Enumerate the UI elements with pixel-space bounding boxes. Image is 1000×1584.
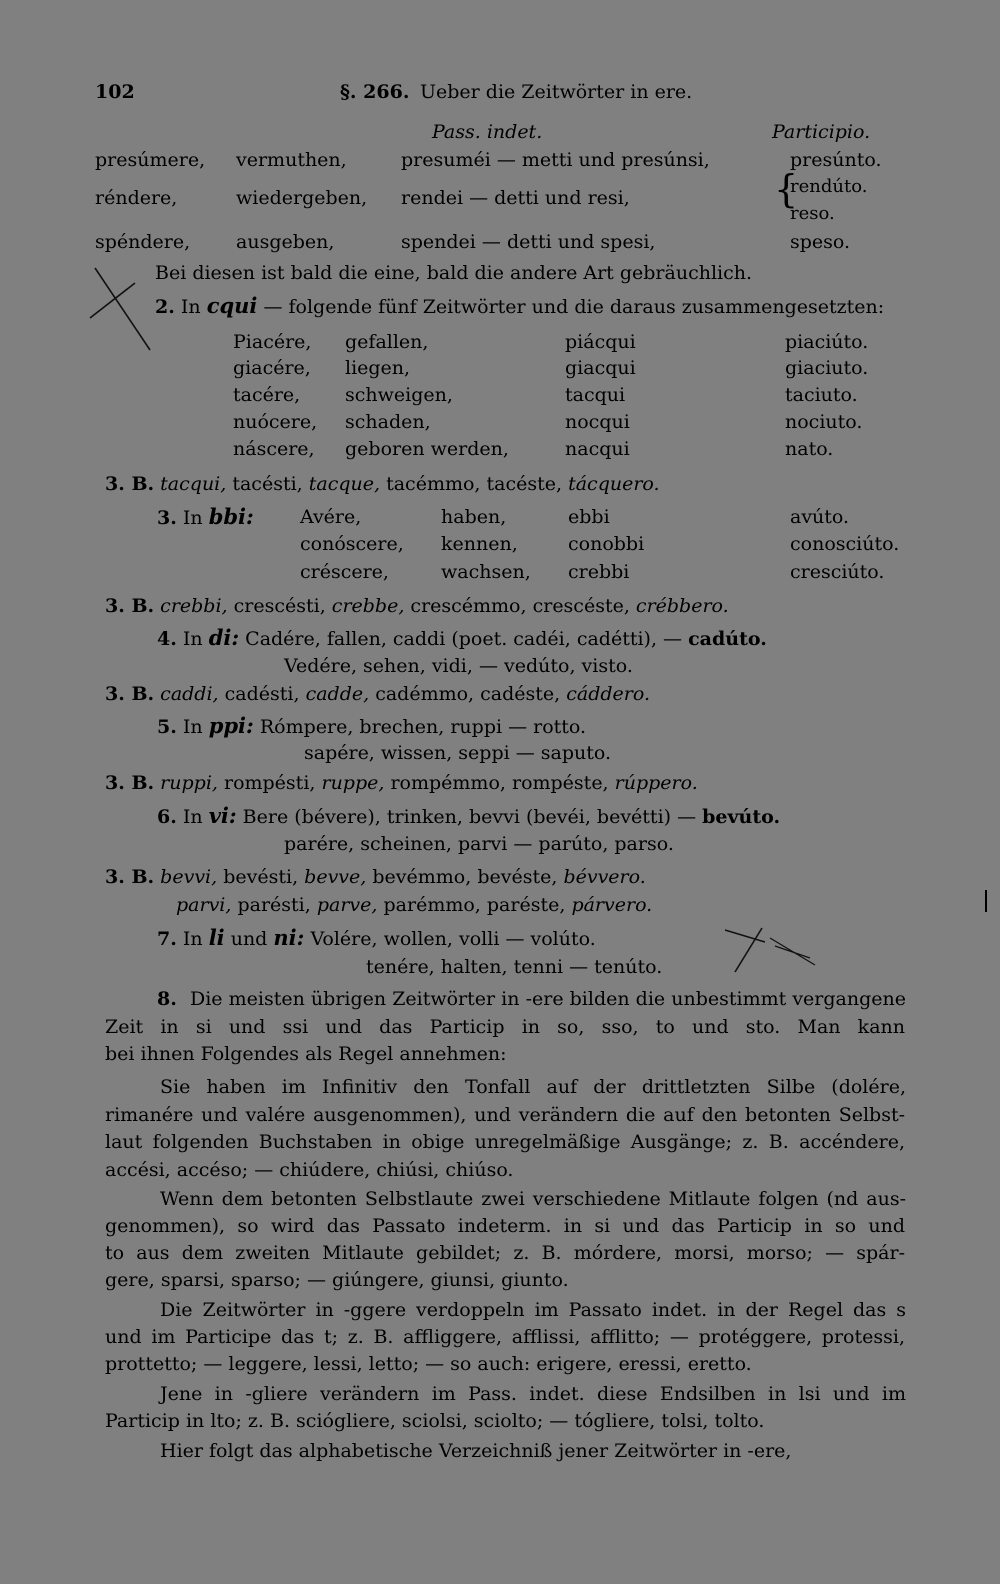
column-header-participio: Participio. (772, 121, 871, 143)
verb-german: ausgeben, (236, 231, 335, 253)
form-5: tacéste, (486, 473, 563, 495)
verb-german: vermuthen, (236, 149, 347, 171)
verb-line: Cadére, fallen, caddi (poet. cadéi, cadétti), — (245, 628, 683, 650)
conjugation-example (105, 865, 646, 889)
paragraph-line: und im Participe das t; z. B. affliggere, afflissi, afflitto; — protéggere, protessi, (105, 1326, 905, 1348)
verb-german: schaden, (345, 411, 431, 433)
verb-passato: crebbi (568, 561, 630, 583)
paragraph-line: to aus dem zweiten Mitlaute gebildet; z. B. mórdere, morsi, morso; — spár- (105, 1242, 905, 1264)
verb-infinitive: náscere, (233, 438, 315, 460)
paragraph-line: laut folgenden Buchstaben in obige unregelmäßige Ausgänge; z. B. accéndere, (105, 1131, 905, 1153)
section-number: 5. (157, 716, 177, 738)
verb-infinitive: conóscere, (300, 533, 404, 555)
verb-infinitive: réndere, (95, 187, 178, 209)
verb-infinitive: créscere, (300, 561, 389, 583)
verb-participio: cadúto. (688, 628, 767, 650)
verb-participio-alt: reso. (790, 203, 835, 224)
verb-passato: rendei — detti und resi, (401, 187, 630, 209)
verb-passato: conobbi (568, 533, 645, 555)
ending-label: cqui (206, 293, 258, 318)
section-number: 6. (157, 806, 177, 828)
paragraph-line: genommen), so wird das Passato indeterm. in si und das Particip in so und (105, 1215, 905, 1237)
form-6: cáddero. (566, 683, 650, 705)
conjugation-example (105, 682, 650, 706)
verb-passato: nacqui (565, 438, 630, 460)
paragraph-line: accési, accéso; — chiúdere, chiúsi, chiúso. (105, 1159, 514, 1181)
section-2-heading (155, 294, 884, 319)
verb-participio: presúnto. (790, 149, 882, 171)
form-3: cadde, (305, 683, 370, 705)
ending-label: ni: (273, 925, 305, 950)
verb-participio: piaciúto. (785, 331, 869, 353)
verb-infinitive: tacére, (233, 384, 301, 406)
form-2: tacésti, (232, 473, 303, 495)
section-label: §. 266. (340, 81, 410, 103)
verb-participio: rendúto. (790, 176, 868, 197)
conjugation-example-2 (176, 893, 652, 917)
scan-edge-mark (985, 890, 987, 912)
section-number: 3. (157, 507, 177, 529)
paragraph-line: Wenn dem betonten Selbstlaute zwei verschiedene Mitlaute folgen (nd aus- (160, 1188, 906, 1210)
verb-passato: presuméi — metti und presúnsi, (401, 149, 710, 171)
form-3: tacque, (308, 473, 381, 495)
example-label: 3. B. (105, 866, 155, 888)
verb-german: wachsen, (441, 561, 531, 583)
paragraph-line: Hier folgt das alphabetische Verzeichniß jener Zeitwörter in -ere, (160, 1440, 792, 1462)
form-4: crescémmo, (410, 595, 527, 617)
example-label: 3. B. (105, 595, 155, 617)
note-line: Bei diesen ist bald die eine, bald die andere Art gebräuchlich. (155, 262, 753, 284)
paragraph-line: Jene in -gliere verändern im Pass. indet. diese Endsilben in lsi und im (160, 1383, 906, 1405)
form-2: crescésti, (233, 595, 326, 617)
paragraph-line: Die meisten übrigen Zeitwörter in -ere bilden die unbestimmt vergangene (190, 988, 906, 1010)
verb-infinitive: nuócere, (233, 411, 318, 433)
conjugation-example (105, 472, 660, 496)
verb-line: sapére, wissen, seppi — saputo. (304, 742, 612, 764)
form-1: tacqui, (160, 473, 227, 495)
pencil-cross-mark (85, 258, 165, 358)
form-6: crébbero. (635, 595, 729, 617)
column-header-pass-indet: Pass. indet. (432, 121, 543, 143)
ending-label: bbi: (208, 504, 254, 529)
verb-line: tenére, halten, tenni — tenúto. (366, 956, 663, 978)
section-5-heading (157, 714, 586, 739)
section-in: In (182, 628, 203, 650)
verb-participio: conosciúto. (790, 533, 900, 555)
verb-passato: spendei — detti und spesi, (401, 231, 656, 253)
paragraph-line: prottetto; — leggere, lessi, letto; — so auch: erigere, eressi, eretto. (105, 1353, 752, 1375)
section-6-heading (157, 804, 780, 829)
verb-passato: ebbi (568, 506, 610, 528)
form-4: rompémmo, (390, 772, 506, 794)
section-in: In (182, 716, 203, 738)
form-3: parve, (316, 894, 378, 916)
page-number: 102 (95, 81, 135, 103)
verb-line: Volére, wollen, volli — volúto. (310, 928, 596, 950)
form-2: bevésti, (223, 866, 299, 888)
section-in: In (182, 507, 203, 529)
pencil-mark (720, 920, 830, 980)
form-1: parvi, (176, 894, 232, 916)
verb-participio: cresciúto. (790, 561, 885, 583)
verb-participio: nato. (785, 438, 834, 460)
form-4: tacémmo, (386, 473, 481, 495)
paragraph-line: bei ihnen Folgendes als Regel annehmen: (105, 1043, 507, 1065)
verb-passato: tacqui (565, 384, 626, 406)
example-label: 3. B. (105, 473, 155, 495)
paragraph-line: Zeit in si und ssi und das Particip in so, sso, to und sto. Man kann (105, 1016, 905, 1038)
section-number: 4. (157, 628, 177, 650)
form-5: rompéste, (511, 772, 609, 794)
verb-participio: nociuto. (785, 411, 863, 433)
form-2: cadésti, (224, 683, 300, 705)
form-2: parésti, (237, 894, 311, 916)
verb-line: Bere (bévere), trinken, bevvi (bevéi, bevétti) — (242, 806, 697, 828)
section-7-heading (157, 926, 596, 951)
verb-german: wiedergeben, (236, 187, 368, 209)
ending-label: li (208, 925, 225, 950)
form-5: bevéste, (477, 866, 558, 888)
form-4: cadémmo, (375, 683, 475, 705)
example-label: 3. B. (105, 683, 155, 705)
verb-participio: avúto. (790, 506, 850, 528)
form-5: crescéste, (532, 595, 630, 617)
verb-infinitive: spéndere, (95, 231, 191, 253)
brace-mark: { (774, 167, 799, 211)
verb-line: parére, scheinen, parvi — parúto, parso. (284, 833, 674, 855)
verb-passato: piácqui (565, 331, 636, 353)
form-4: parémmo, (383, 894, 481, 916)
verb-german: liegen, (345, 357, 411, 379)
verb-line: Vedére, sehen, vidi, — vedúto, visto. (284, 655, 633, 677)
verb-infinitive: Piacére, (233, 331, 312, 353)
form-2: rompésti, (223, 772, 316, 794)
verb-participio: giaciuto. (785, 357, 869, 379)
conjugation-example (105, 771, 698, 795)
example-label: 3. B. (105, 772, 155, 794)
verb-infinitive: giacére, (233, 357, 311, 379)
conjunction: und (230, 928, 268, 950)
verb-line: Rómpere, brechen, ruppi — rotto. (259, 716, 587, 738)
section-number: 7. (157, 928, 177, 950)
section-text: — folgende fünf Zeitwörter und die daraus zusammengesetzten: (263, 296, 885, 318)
section-number: 8. (157, 988, 177, 1010)
section-in: In (180, 296, 201, 318)
section-4-heading (157, 626, 767, 651)
form-6: rúppero. (614, 772, 698, 794)
paragraph-line: Particip in lto; z. B. sciógliere, sciolsi, sciolto; — tógliere, tolsi, tolto. (105, 1410, 765, 1432)
verb-participio: speso. (790, 231, 851, 253)
form-1: caddi, (160, 683, 219, 705)
paragraph-line: Die Zeitwörter in -ggere verdoppeln im Passato indet. in der Regel das s (160, 1299, 906, 1321)
form-5: paréste, (486, 894, 566, 916)
section-number (340, 80, 409, 104)
paragraph-line: gere, sparsi, sparso; — giúngere, giunsi, giunto. (105, 1269, 569, 1291)
form-6: bévvero. (563, 866, 646, 888)
verb-infinitive: Avére, (300, 506, 362, 528)
form-3: crebbe, (331, 595, 405, 617)
verb-german: schweigen, (345, 384, 453, 406)
verb-german: gefallen, (345, 331, 429, 353)
section-in: In (182, 806, 203, 828)
form-1: crebbi, (160, 595, 228, 617)
form-3: bevve, (304, 866, 367, 888)
verb-participio: taciuto. (785, 384, 858, 406)
form-1: ruppi, (160, 772, 218, 794)
verb-infinitive: presúmere, (95, 149, 206, 171)
section-number: 2. (155, 296, 175, 318)
section-3-heading (157, 505, 254, 530)
paragraph-line: Sie haben im Infinitiv den Tonfall auf der drittletzten Silbe (dolére, (160, 1076, 906, 1098)
form-1: bevvi, (160, 866, 218, 888)
section-in: In (182, 928, 203, 950)
verb-german: geboren werden, (345, 438, 509, 460)
ending-label: vi: (208, 803, 237, 828)
verb-passato: nocqui (565, 411, 630, 433)
verb-german: haben, (441, 506, 507, 528)
form-6: párvero. (571, 894, 653, 916)
ending-label: di: (208, 625, 240, 650)
form-3: ruppe, (321, 772, 385, 794)
verb-german: kennen, (441, 533, 518, 555)
form-5: cadéste, (480, 683, 561, 705)
form-4: bevémmo, (372, 866, 472, 888)
form-6: tácquero. (568, 473, 660, 495)
paragraph-line: rimanére und valére ausgenommen), und verändern die auf den betonten Selbst- (105, 1104, 905, 1126)
verb-participio: bevúto. (702, 806, 781, 828)
conjugation-example (105, 594, 729, 618)
verb-passato: giacqui (565, 357, 636, 379)
page-title: Ueber die Zeitwörter in ere. (420, 81, 693, 103)
ending-label: ppi: (208, 713, 254, 738)
